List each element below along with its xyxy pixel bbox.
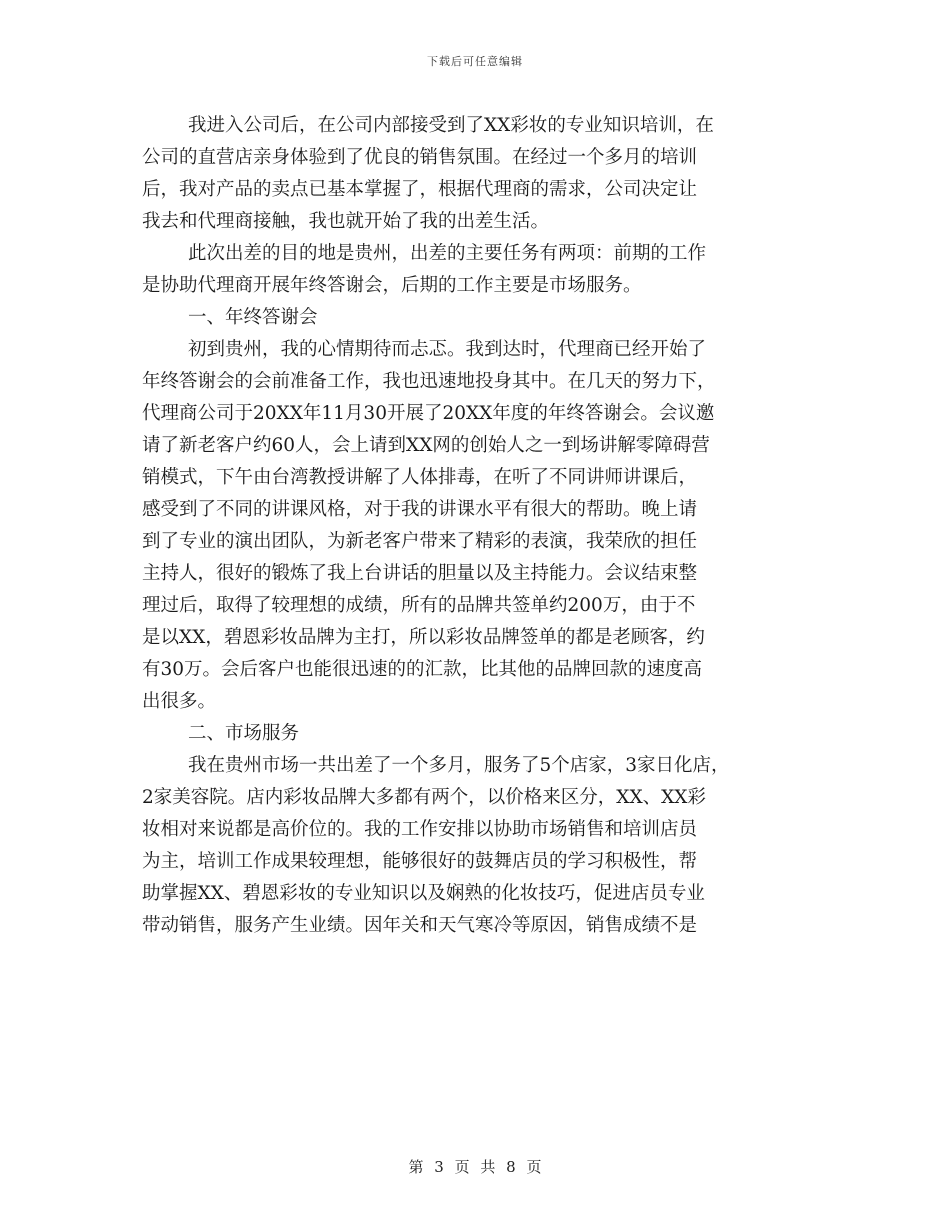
body-line: 有30万。会后客户也能很迅速的的汇款，比其他的品牌回款的速度高 xyxy=(142,659,703,680)
body-line: 感受到了不同的讲课风格，对于我的讲课水平有很大的帮助。晚上请 xyxy=(142,499,698,520)
body-line: 到了专业的演出团队，为新老客户带来了精彩的表演，我荣欣的担任 xyxy=(142,531,698,552)
body-line: 我进入公司后，在公司内部接受到了XX彩妆的专业知识培训，在 xyxy=(188,115,714,136)
body-line: 初到贵州，我的心情期待而忐忑。我到达时，代理商已经开始了 xyxy=(188,339,707,360)
page-footer: 第 3 页 共 8 页 xyxy=(408,1158,542,1176)
body-line: 出很多。 xyxy=(142,691,217,712)
body-line: 我在贵州市场一共出差了一个多月，服务了5个店家，3家日化店， xyxy=(188,755,730,776)
body-line: 是协助代理商开展年终答谢会，后期的工作主要是市场服务。 xyxy=(142,275,642,296)
body-line: 助掌握XX、碧恩彩妆的专业知识以及娴熟的化妆技巧，促进店员专业 xyxy=(142,883,705,904)
page-header: 下载后可任意编辑 xyxy=(427,55,523,68)
body-line: 妆相对来说都是高价位的。我的工作安排以协助市场销售和培训店员 xyxy=(142,819,698,840)
body-line: 代理商公司于20XX年11月30开展了20XX年度的年终答谢会。会议邀 xyxy=(142,403,715,424)
body-line: 后，我对产品的卖点已基本掌握了，根据代理商的需求，公司决定让 xyxy=(142,179,698,200)
document-body xyxy=(142,110,807,942)
body-line: 是以XX，碧恩彩妆品牌为主打，所以彩妆品牌签单的都是老顾客，约 xyxy=(142,627,705,648)
body-line: 我去和代理商接触，我也就开始了我的出差生活。 xyxy=(142,211,550,232)
body-line: 2家美容院。店内彩妆品牌大多都有两个，以价格来区分，XX、XX彩 xyxy=(142,787,706,808)
body-line: 主持人，很好的锻炼了我上台讲话的胆量以及主持能力。会议结束整 xyxy=(142,563,698,584)
body-line: 公司的直营店亲身体验到了优良的销售氛围。在经过一个多月的培训 xyxy=(142,147,698,168)
body-line: 理过后，取得了较理想的成绩，所有的品牌共签单约200万，由于不 xyxy=(142,595,696,616)
body-line: 年终答谢会的会前准备工作，我也迅速地投身其中。在几天的努力下， xyxy=(142,371,716,392)
body-line: 销模式，下午由台湾教授讲解了人体排毒，在听了不同讲师讲课后， xyxy=(142,467,698,488)
body-line: 此次出差的目的地是贵州，出差的主要任务有两项：前期的工作 xyxy=(188,243,707,264)
body-line: 请了新老客户约60人，会上请到XX网的创始人之一到场讲解零障碍营 xyxy=(142,435,710,456)
body-line: 带动销售，服务产生业绩。因年关和天气寒冷等原因，销售成绩不是 xyxy=(142,915,698,936)
body-line: 二、市场服务 xyxy=(188,723,300,744)
body-line: 一、年终答谢会 xyxy=(188,307,318,328)
body-line: 为主，培训工作成果较理想，能够很好的鼓舞店员的学习积极性，帮 xyxy=(142,851,698,872)
